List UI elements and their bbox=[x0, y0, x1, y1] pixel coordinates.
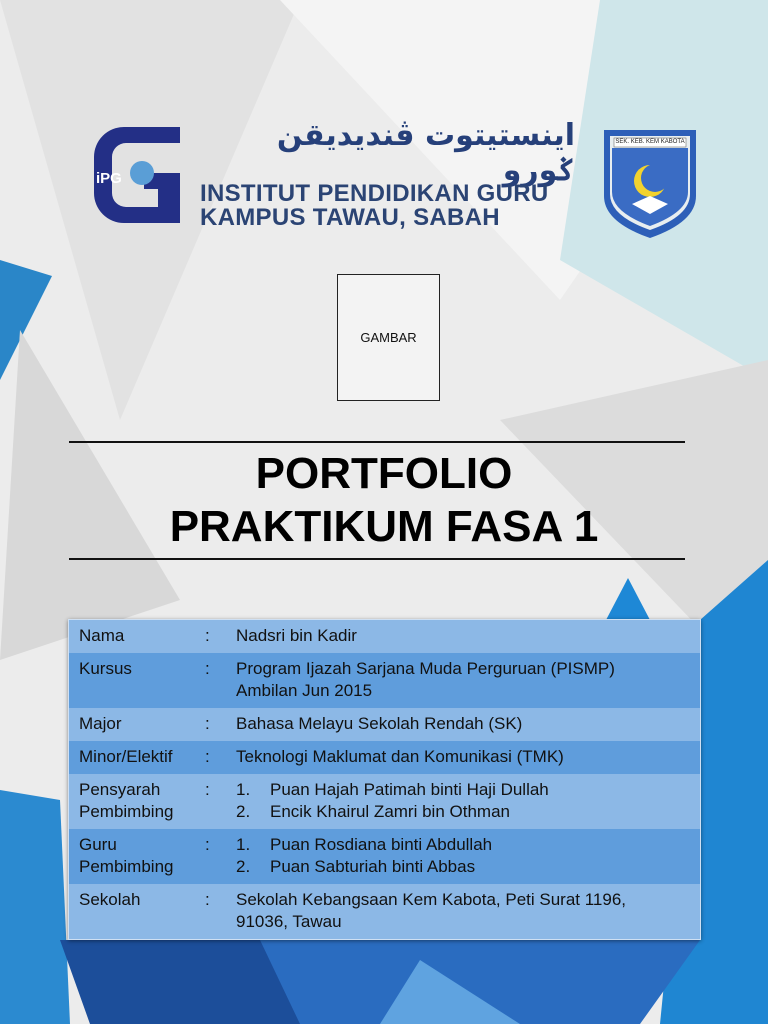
list-item: Puan Hajah Patimah binti Haji Dullah bbox=[270, 780, 549, 799]
row-value: 91036, Tawau bbox=[236, 912, 342, 931]
row-value: Nadsri bin Kadir bbox=[236, 626, 357, 645]
ipg-logo bbox=[94, 127, 180, 223]
student-info-table bbox=[68, 619, 701, 940]
row-label: Nama bbox=[79, 626, 125, 645]
list-number: 1. bbox=[236, 780, 251, 799]
separator: : bbox=[205, 626, 210, 645]
info-row-guru bbox=[69, 829, 700, 884]
separator: : bbox=[205, 747, 210, 766]
separator: : bbox=[205, 659, 210, 678]
info-row-sekolah bbox=[69, 884, 700, 939]
school-crest-banner-text: SEK. KEB. KEM KABOTA bbox=[615, 139, 685, 145]
row-label: Pensyarah bbox=[79, 780, 161, 799]
row-label: Kursus bbox=[79, 659, 132, 678]
divider-top bbox=[69, 441, 685, 443]
info-row-major bbox=[69, 708, 700, 741]
row-label: Major bbox=[79, 714, 122, 733]
list-number: 2. bbox=[236, 857, 251, 876]
row-value: Sekolah Kebangsaan Kem Kabota, Peti Surat 1196, bbox=[236, 890, 627, 909]
row-value: Program Ijazah Sarjana Muda Perguruan (PISMP) bbox=[236, 659, 615, 678]
separator: : bbox=[205, 835, 210, 854]
photo-placeholder: GAMBAR bbox=[337, 274, 440, 401]
info-row-kursus bbox=[69, 653, 700, 708]
row-value: Ambilan Jun 2015 bbox=[236, 681, 373, 700]
separator: : bbox=[205, 890, 210, 909]
list-item: Encik Khairul Zamri bin Othman bbox=[270, 802, 510, 821]
list-item: Puan Sabturiah binti Abbas bbox=[270, 857, 476, 876]
info-row-pensyarah bbox=[69, 774, 700, 829]
row-label: Pembimbing bbox=[79, 802, 174, 821]
separator: : bbox=[205, 714, 210, 733]
title-line1: PORTFOLIO bbox=[255, 449, 513, 498]
row-value: Teknologi Maklumat dan Komunikasi (TMK) bbox=[236, 747, 564, 766]
row-label: Pembimbing bbox=[79, 857, 174, 876]
separator: : bbox=[205, 780, 210, 799]
title-line2: PRAKTIKUM FASA 1 bbox=[169, 502, 599, 551]
row-label: Minor/Elektif bbox=[79, 747, 173, 766]
list-number: 2. bbox=[236, 802, 251, 821]
institution-name: INSTITUT PENDIDIKAN GURU bbox=[200, 180, 549, 207]
info-row-nama bbox=[69, 620, 700, 653]
campus-name: KAMPUS TAWAU, SABAH bbox=[200, 204, 500, 231]
institution-jawi-name: اينستيتوت ڤنديديقن ݢورو bbox=[276, 118, 575, 188]
list-number: 1. bbox=[236, 835, 251, 854]
list-item: Puan Rosdiana binti Abdullah bbox=[270, 835, 493, 854]
row-label: Guru bbox=[79, 835, 117, 854]
row-value: Bahasa Melayu Sekolah Rendah (SK) bbox=[236, 714, 523, 733]
row-label: Sekolah bbox=[79, 890, 141, 909]
svg-text:iPG: iPG bbox=[96, 170, 122, 187]
info-row-minor bbox=[69, 741, 700, 774]
divider-bottom bbox=[69, 558, 685, 560]
